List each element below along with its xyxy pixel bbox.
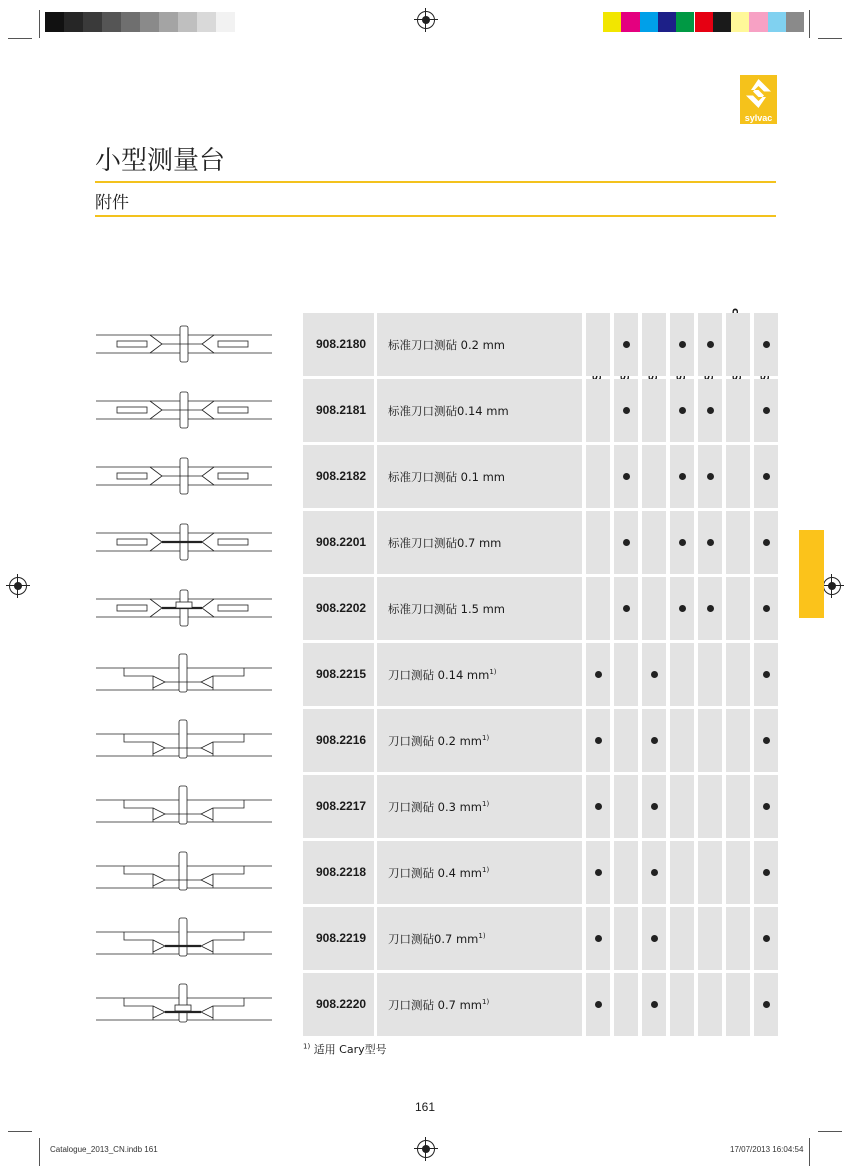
registration-mark-icon <box>823 577 841 595</box>
compatibility-cell <box>614 577 638 640</box>
compatibility-cell <box>754 643 778 706</box>
color-swatch <box>603 12 621 32</box>
footnote-ref: 1) <box>489 668 497 677</box>
compatibility-cell <box>586 907 610 970</box>
compatibility-cell <box>614 709 638 772</box>
color-swatch <box>768 12 786 32</box>
compatible-dot <box>707 539 714 546</box>
compatible-dot <box>595 737 602 744</box>
compatibility-cell <box>698 709 722 772</box>
anvil-drawing <box>96 458 272 494</box>
compatibility-cell <box>726 841 750 904</box>
article-code: 908.2181 <box>316 403 367 417</box>
description-cell <box>377 643 582 706</box>
compatible-dot <box>595 935 602 942</box>
compatibility-cell <box>670 643 694 706</box>
compatible-dot <box>679 605 686 612</box>
compatible-dot <box>707 341 714 348</box>
compatibility-cell <box>642 643 666 706</box>
compatibility-cell <box>726 907 750 970</box>
color-swatch <box>749 12 767 32</box>
article-code-cell <box>303 313 374 376</box>
compatible-dot <box>679 473 686 480</box>
compatible-dot <box>763 473 770 480</box>
compatibility-cell <box>670 511 694 574</box>
compatible-dot <box>763 671 770 678</box>
crop-mark <box>809 1138 810 1166</box>
compatibility-cell <box>726 643 750 706</box>
compatibility-cell <box>670 577 694 640</box>
description-text: 标准刀口测砧0.14 mm <box>388 404 509 418</box>
compatibility-cell <box>586 313 610 376</box>
article-description <box>388 667 497 683</box>
compatibility-cell <box>698 643 722 706</box>
article-description <box>388 601 505 617</box>
article-code-cell <box>303 973 374 1036</box>
article-code-cell <box>303 907 374 970</box>
compatibility-cell <box>586 577 610 640</box>
compatible-dot <box>763 869 770 876</box>
compatibility-cell <box>754 577 778 640</box>
footnote-ref: 1) <box>482 998 490 1007</box>
compatibility-cell <box>586 445 610 508</box>
compatibility-cell <box>698 775 722 838</box>
compatibility-cell <box>614 511 638 574</box>
crop-mark <box>8 1131 32 1132</box>
article-code: 908.2219 <box>316 931 367 945</box>
description-cell <box>377 841 582 904</box>
description-text: 刀口测砧0.7 mm <box>388 932 479 946</box>
compatibility-cell <box>614 973 638 1036</box>
compatibility-cell <box>614 907 638 970</box>
compatibility-cell <box>726 577 750 640</box>
footnote-text: 适用 Cary型号 <box>313 1043 387 1056</box>
compatibility-cell <box>614 841 638 904</box>
compatibility-cell <box>726 313 750 376</box>
compatibility-cell <box>754 511 778 574</box>
compatible-dot <box>763 935 770 942</box>
page-title: 小型测量台 <box>95 146 226 176</box>
compatibility-cell <box>642 775 666 838</box>
compatibility-cell <box>726 709 750 772</box>
description-cell <box>377 445 582 508</box>
compatible-dot <box>623 341 630 348</box>
compatibility-cell <box>642 379 666 442</box>
compatible-dot <box>763 1001 770 1008</box>
compatible-dot <box>707 605 714 612</box>
sylvac-logo-icon <box>740 75 777 112</box>
color-swatch <box>640 12 658 32</box>
description-text: 标准刀口测砧 1.5 mm <box>388 602 506 616</box>
article-code-cell <box>303 445 374 508</box>
article-code: 908.2216 <box>316 733 367 747</box>
compatibility-cell <box>754 313 778 376</box>
compatibility-cell <box>726 973 750 1036</box>
compatibility-cell <box>614 643 638 706</box>
compatibility-cell <box>754 775 778 838</box>
compatible-dot <box>595 803 602 810</box>
description-cell <box>377 577 582 640</box>
compatibility-cell <box>698 577 722 640</box>
anvil-drawing <box>96 786 272 824</box>
article-description <box>388 733 489 749</box>
article-description <box>388 469 505 485</box>
description-text: 刀口测砧 0.2 mm <box>388 734 483 748</box>
compatibility-cell <box>754 907 778 970</box>
compatibility-cell <box>670 841 694 904</box>
article-code-cell <box>303 379 374 442</box>
compatible-dot <box>763 737 770 744</box>
compatible-dot <box>595 671 602 678</box>
compatibility-cell <box>642 445 666 508</box>
compatibility-cell <box>670 313 694 376</box>
anvil-drawing <box>96 392 272 428</box>
article-code: 908.2180 <box>316 337 367 351</box>
footnote-ref: 1) <box>482 866 490 875</box>
article-code: 908.2182 <box>316 469 367 483</box>
compatible-dot <box>679 341 686 348</box>
article-code-cell <box>303 643 374 706</box>
description-cell <box>377 709 582 772</box>
color-swatch <box>713 12 731 32</box>
article-description <box>388 337 505 353</box>
footnote-marker: 1) <box>303 1042 311 1051</box>
compatibility-cell <box>642 841 666 904</box>
compatibility-cell <box>726 379 750 442</box>
article-code: 908.2217 <box>316 799 367 813</box>
compatible-dot <box>679 407 686 414</box>
slug-file: Catalogue_2013_CN.indb 161 <box>50 1145 158 1154</box>
article-code: 908.2220 <box>316 997 367 1011</box>
description-cell <box>377 907 582 970</box>
article-description <box>388 997 489 1013</box>
anvil-drawing <box>96 590 272 626</box>
article-code-cell <box>303 709 374 772</box>
compatibility-cell <box>670 379 694 442</box>
compatibility-cell <box>698 973 722 1036</box>
compatibility-cell <box>754 379 778 442</box>
description-cell <box>377 511 582 574</box>
compatibility-cell <box>698 511 722 574</box>
compatibility-cell <box>642 907 666 970</box>
anvil-drawings <box>0 0 300 1045</box>
compatibility-cell <box>670 907 694 970</box>
compatibility-cell <box>642 709 666 772</box>
crop-mark <box>818 1131 842 1132</box>
compatible-dot <box>763 605 770 612</box>
anvil-drawing <box>96 326 272 362</box>
color-swatch <box>695 12 713 32</box>
compatible-dot <box>707 407 714 414</box>
compatibility-cell <box>586 643 610 706</box>
compatibility-cell <box>586 709 610 772</box>
article-description <box>388 535 501 551</box>
compatibility-cell <box>754 709 778 772</box>
anvil-drawing <box>96 984 272 1022</box>
compatibility-cell <box>670 775 694 838</box>
color-swatch <box>786 12 804 32</box>
footnote-ref: 1) <box>482 734 490 743</box>
compatible-dot <box>595 1001 602 1008</box>
compatibility-cell <box>586 973 610 1036</box>
compatibility-cell <box>586 775 610 838</box>
compatibility-cell <box>614 313 638 376</box>
compatible-dot <box>651 935 658 942</box>
compatibility-cell <box>726 511 750 574</box>
compatible-dot <box>763 539 770 546</box>
compatibility-cell <box>586 511 610 574</box>
article-code: 908.2218 <box>316 865 367 879</box>
article-code-cell <box>303 511 374 574</box>
description-text: 刀口测砧 0.3 mm <box>388 800 483 814</box>
compatibility-cell <box>642 511 666 574</box>
description-cell <box>377 313 582 376</box>
compatibility-cell <box>726 445 750 508</box>
compatible-dot <box>651 869 658 876</box>
footnote-ref: 1) <box>478 932 486 941</box>
compatibility-cell <box>586 379 610 442</box>
compatible-dot <box>623 473 630 480</box>
anvil-drawing <box>96 654 272 692</box>
article-code-cell <box>303 577 374 640</box>
registration-mark-icon <box>417 1140 435 1158</box>
compatibility-cell <box>670 973 694 1036</box>
footnote-ref: 1) <box>482 800 490 809</box>
compatible-dot <box>651 1001 658 1008</box>
compatibility-cell <box>698 379 722 442</box>
compatibility-cell <box>642 577 666 640</box>
compatibility-cell <box>670 445 694 508</box>
crop-mark <box>809 10 810 38</box>
article-code: 908.2215 <box>316 667 367 681</box>
compatible-dot <box>623 605 630 612</box>
compatibility-cell <box>614 379 638 442</box>
compatible-dot <box>651 803 658 810</box>
compatibility-cell <box>754 973 778 1036</box>
footnote <box>303 1041 387 1057</box>
compatibility-cell <box>698 907 722 970</box>
compatible-dot <box>763 803 770 810</box>
compatibility-cell <box>698 313 722 376</box>
compatibility-cell <box>726 775 750 838</box>
article-description <box>388 865 489 881</box>
article-code: 908.2201 <box>316 535 367 549</box>
compatible-dot <box>763 407 770 414</box>
compatibility-cell <box>670 709 694 772</box>
compatibility-cell <box>642 973 666 1036</box>
compatibility-cell <box>642 313 666 376</box>
description-cell <box>377 973 582 1036</box>
slug-date: 17/07/2013 16:04:54 <box>730 1145 804 1154</box>
article-code-cell <box>303 841 374 904</box>
description-text: 刀口测砧 0.4 mm <box>388 866 483 880</box>
description-text: 刀口测砧 0.14 mm <box>388 668 490 682</box>
description-text: 标准刀口测砧0.7 mm <box>388 536 502 550</box>
compatible-dot <box>623 407 630 414</box>
compatibility-cell <box>698 445 722 508</box>
compatibility-cell <box>614 445 638 508</box>
compatible-dot <box>595 869 602 876</box>
color-swatch <box>731 12 749 32</box>
compatible-dot <box>651 671 658 678</box>
brand-name: sylvac <box>740 112 777 124</box>
description-text: 刀口测砧 0.7 mm <box>388 998 483 1012</box>
article-description <box>388 799 489 815</box>
anvil-drawing <box>96 524 272 560</box>
compatible-dot <box>651 737 658 744</box>
section-subtitle: 附件 <box>95 193 129 213</box>
color-swatch <box>658 12 676 32</box>
anvil-drawing <box>96 720 272 758</box>
registration-mark-icon <box>417 11 435 29</box>
page-number: 161 <box>415 1100 436 1114</box>
article-code: 908.2202 <box>316 601 367 615</box>
description-text: 标准刀口测砧 0.1 mm <box>388 470 506 484</box>
description-cell <box>377 775 582 838</box>
anvil-drawing <box>96 918 272 956</box>
anvil-drawing <box>96 852 272 890</box>
description-cell <box>377 379 582 442</box>
compatible-dot <box>679 539 686 546</box>
chapter-tab <box>799 530 824 618</box>
compatible-dot <box>623 539 630 546</box>
article-code-cell <box>303 775 374 838</box>
crop-mark <box>818 38 842 39</box>
color-swatch <box>676 12 694 32</box>
compatibility-cell <box>614 775 638 838</box>
article-description <box>388 931 486 947</box>
compatible-dot <box>763 341 770 348</box>
compatibility-cell <box>698 841 722 904</box>
compatibility-cell <box>754 841 778 904</box>
description-text: 标准刀口测砧 0.2 mm <box>388 338 506 352</box>
compatibility-cell <box>586 841 610 904</box>
article-description <box>388 403 509 419</box>
compatibility-cell <box>754 445 778 508</box>
compatible-dot <box>707 473 714 480</box>
crop-mark <box>39 1138 40 1166</box>
color-swatch <box>621 12 639 32</box>
